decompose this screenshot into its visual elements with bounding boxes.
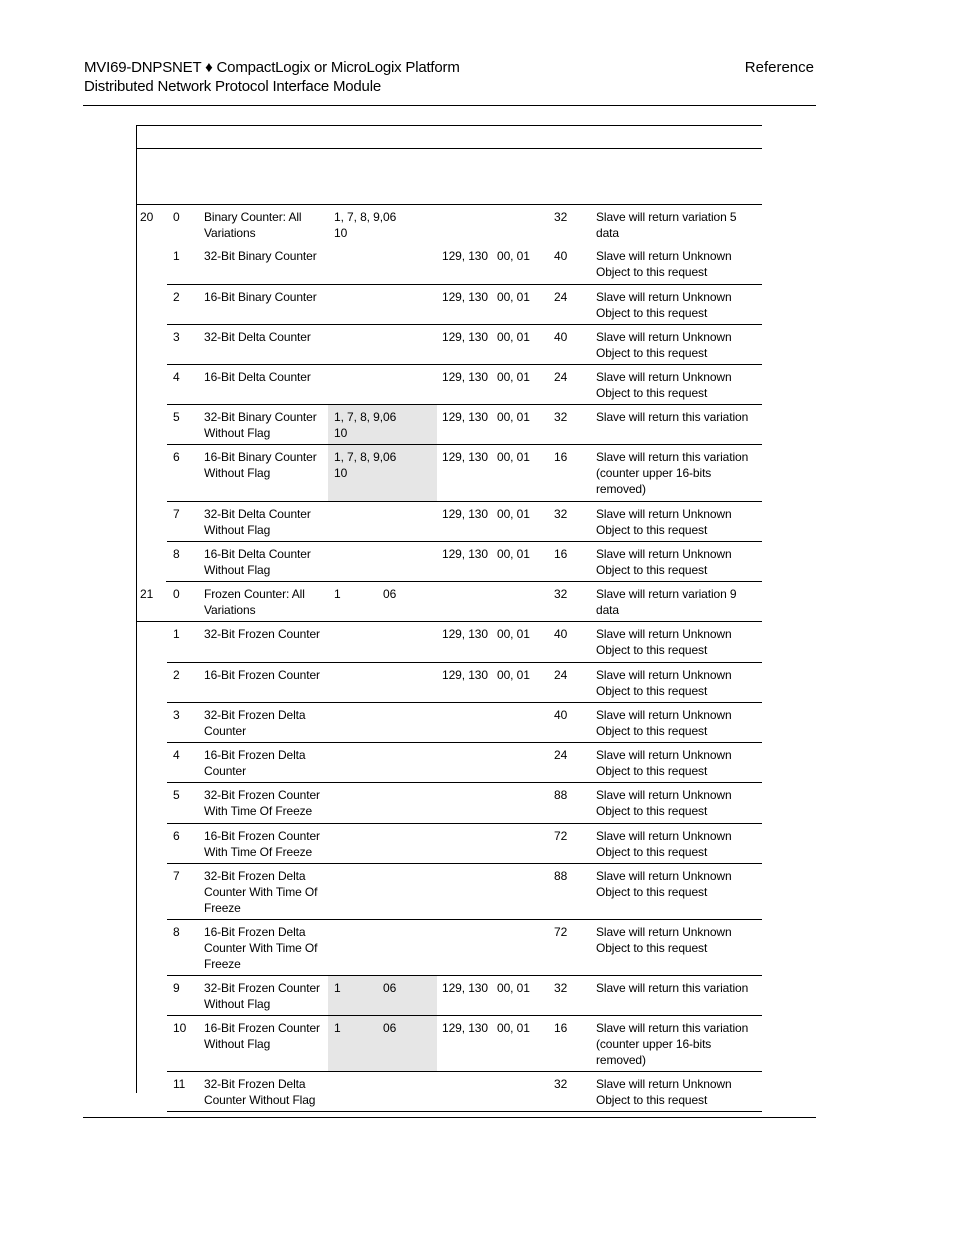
- cell-description: 16-Bit Delta Counter: [204, 370, 311, 384]
- cell-request-function-codes: 1, 7, 8, 9, 10: [328, 405, 383, 444]
- cell-default-variation-size: 32: [554, 410, 568, 424]
- table-row: [167, 783, 762, 824]
- cell-default-variation-size: 40: [554, 627, 568, 641]
- cell-description: Binary Counter: All Variations: [204, 210, 302, 240]
- cell-request-qualifier-codes: [383, 824, 437, 863]
- cell-object-number: [136, 502, 172, 541]
- cell-notes: Slave will return this variation (counter upper 16-bits removed): [596, 1021, 749, 1067]
- cell-request-function-codes: [328, 285, 383, 324]
- cell-notes: Slave will return this variation: [596, 981, 749, 995]
- table-row: [167, 244, 762, 285]
- cell-request-qualifier-codes: 06: [383, 210, 397, 224]
- cell-notes: Slave will return this variation (counter upper 16-bits removed): [596, 450, 749, 496]
- cell-default-variation-size: 32: [554, 981, 568, 995]
- cell-request-function-codes: [328, 365, 383, 404]
- cell-description: 32-Bit Binary Counter: [204, 249, 317, 263]
- cell-notes: Slave will return Unknown Object to this request: [596, 668, 732, 698]
- cell-response-function-codes: 129, 130: [442, 507, 488, 521]
- cell-default-variation-size: 24: [554, 748, 568, 762]
- cell-object-number: [136, 743, 172, 782]
- cell-response-qualifier-codes: 00, 01: [497, 507, 530, 521]
- cell-request-function-codes: [328, 783, 383, 823]
- cell-notes: Slave will return Unknown Object to this request: [596, 547, 732, 577]
- cell-response-qualifier-codes: [493, 824, 548, 863]
- cell-request-qualifier-codes: 06: [383, 405, 437, 444]
- cell-default-variation-size: 72: [554, 829, 568, 843]
- cell-description: 32-Bit Binary Counter Without Flag: [204, 410, 317, 440]
- cell-description: 32-Bit Frozen Counter Without Flag: [204, 981, 320, 1011]
- cell-default-variation-size: 40: [554, 330, 568, 344]
- cell-response-qualifier-codes: 00, 01: [497, 370, 530, 384]
- cell-request-qualifier-codes: [383, 285, 437, 324]
- cell-notes: Slave will return this variation: [596, 410, 749, 424]
- cell-request-qualifier-codes: [383, 703, 437, 742]
- cell-variation-number: 11: [173, 1077, 186, 1091]
- cell-description: 16-Bit Binary Counter: [204, 290, 317, 304]
- cell-response-qualifier-codes: [493, 1072, 548, 1111]
- cell-response-qualifier-codes: [493, 864, 548, 919]
- table-row: [136, 582, 762, 622]
- cell-response-function-codes: [437, 824, 493, 863]
- cell-notes: Slave will return variation 5 data: [596, 210, 737, 240]
- cell-response-function-codes: 129, 130: [442, 290, 488, 304]
- cell-request-function-codes: [328, 663, 383, 702]
- cell-default-variation-size: 24: [554, 290, 568, 304]
- cell-response-qualifier-codes: [493, 920, 548, 975]
- cell-request-qualifier-codes: 06: [383, 445, 437, 501]
- cell-response-qualifier-codes: 00, 01: [497, 1021, 530, 1035]
- cell-notes: Slave will return Unknown Object to this request: [596, 370, 732, 400]
- cell-response-qualifier-codes: 00, 01: [497, 981, 530, 995]
- cell-description: 16-Bit Frozen Counter Without Flag: [204, 1021, 320, 1051]
- cell-request-qualifier-codes: 06: [383, 587, 397, 601]
- header-title-line2: Distributed Network Protocol Interface Module: [84, 78, 381, 95]
- cell-request-qualifier-codes: [383, 743, 437, 782]
- cell-response-qualifier-codes: 00, 01: [497, 627, 530, 641]
- cell-object-number: [136, 622, 172, 662]
- cell-notes: Slave will return Unknown Object to this request: [596, 290, 732, 320]
- cell-object-number: [136, 783, 172, 823]
- cell-request-function-codes: [328, 824, 383, 863]
- cell-request-qualifier-codes: [383, 622, 437, 662]
- table-row: [167, 864, 762, 920]
- cell-object-number: [136, 1016, 172, 1071]
- cell-response-function-codes: 129, 130: [442, 627, 488, 641]
- cell-response-qualifier-codes: [493, 703, 548, 742]
- cell-object-number: [136, 285, 172, 324]
- cell-variation-number: 9: [173, 981, 180, 995]
- cell-default-variation-size: 16: [554, 547, 568, 561]
- cell-response-function-codes: 129, 130: [442, 249, 488, 263]
- cell-request-qualifier-codes: [383, 244, 437, 284]
- cell-response-function-codes: 129, 130: [442, 981, 488, 995]
- cell-object-number: 21: [140, 587, 154, 601]
- cell-request-qualifier-codes: [383, 783, 437, 823]
- cell-default-variation-size: 88: [554, 869, 568, 883]
- cell-description: Frozen Counter: All Variations: [204, 587, 305, 617]
- cell-variation-number: 0: [173, 210, 180, 224]
- cell-request-function-codes: 1: [328, 1016, 383, 1071]
- cell-default-variation-size: 32: [554, 1077, 568, 1091]
- cell-object-number: [136, 663, 172, 702]
- cell-request-qualifier-codes: [383, 864, 437, 919]
- cell-description: 16-Bit Delta Counter Without Flag: [204, 547, 311, 577]
- table-header-divider: [136, 148, 762, 149]
- cell-default-variation-size: 88: [554, 788, 568, 802]
- cell-default-variation-size: 24: [554, 668, 568, 682]
- cell-variation-number: 6: [173, 829, 180, 843]
- cell-notes: Slave will return Unknown Object to this request: [596, 627, 732, 657]
- cell-description: 16-Bit Binary Counter Without Flag: [204, 450, 317, 480]
- cell-variation-number: 4: [173, 370, 180, 384]
- cell-object-number: [136, 445, 172, 501]
- cell-description: 16-Bit Frozen Counter: [204, 668, 320, 682]
- cell-notes: Slave will return Unknown Object to this request: [596, 748, 732, 778]
- cell-variation-number: 7: [173, 869, 180, 883]
- cell-variation-number: 3: [173, 330, 180, 344]
- cell-response-qualifier-codes: 00, 01: [497, 450, 530, 464]
- table-row: [167, 365, 762, 405]
- cell-object-number: [136, 1072, 172, 1111]
- cell-notes: Slave will return Unknown Object to this request: [596, 788, 732, 818]
- cell-request-function-codes: [328, 325, 383, 364]
- cell-variation-number: 2: [173, 668, 180, 682]
- cell-description: 32-Bit Delta Counter Without Flag: [204, 507, 311, 537]
- cell-object-number: [136, 864, 172, 919]
- cell-request-function-codes: [328, 920, 383, 975]
- cell-response-qualifier-codes: 00, 01: [497, 668, 530, 682]
- cell-description: 32-Bit Delta Counter: [204, 330, 311, 344]
- cell-request-function-codes: 1, 7, 8, 9, 10: [334, 210, 383, 240]
- cell-variation-number: 2: [173, 290, 180, 304]
- cell-description: 32-Bit Frozen Counter: [204, 627, 320, 641]
- cell-response-function-codes: [437, 582, 493, 621]
- cell-request-qualifier-codes: 06: [383, 976, 437, 1015]
- cell-default-variation-size: 16: [554, 1021, 568, 1035]
- cell-description: 32-Bit Frozen Delta Counter: [204, 708, 306, 738]
- cell-response-function-codes: 129, 130: [442, 1021, 488, 1035]
- cell-request-function-codes: [328, 743, 383, 782]
- cell-object-number: [136, 542, 172, 581]
- cell-response-qualifier-codes: [493, 582, 548, 621]
- cell-default-variation-size: 32: [554, 507, 568, 521]
- cell-response-function-codes: 129, 130: [442, 330, 488, 344]
- cell-object-number: [136, 244, 172, 284]
- table-row: [167, 502, 762, 542]
- cell-request-function-codes: 1, 7, 8, 9, 10: [328, 445, 383, 501]
- cell-request-function-codes: [328, 622, 383, 662]
- cell-response-function-codes: [437, 864, 493, 919]
- cell-response-function-codes: 129, 130: [442, 370, 488, 384]
- cell-response-qualifier-codes: 00, 01: [497, 290, 530, 304]
- cell-default-variation-size: 72: [554, 925, 568, 939]
- cell-object-number: [136, 976, 172, 1015]
- cell-description: 32-Bit Frozen Delta Counter Without Flag: [204, 1077, 316, 1107]
- cell-default-variation-size: 40: [554, 708, 568, 722]
- cell-variation-number: 8: [173, 547, 180, 561]
- cell-description: 16-Bit Frozen Delta Counter: [204, 748, 306, 778]
- table-row: [167, 445, 762, 502]
- cell-notes: Slave will return Unknown Object to this request: [596, 869, 732, 899]
- cell-response-function-codes: 129, 130: [442, 668, 488, 682]
- cell-default-variation-size: 16: [554, 450, 568, 464]
- cell-response-function-codes: 129, 130: [442, 450, 488, 464]
- cell-request-function-codes: [328, 1072, 383, 1111]
- cell-response-function-codes: [437, 783, 493, 823]
- cell-request-qualifier-codes: [383, 542, 437, 581]
- cell-variation-number: 1: [173, 249, 180, 263]
- cell-variation-number: 5: [173, 788, 180, 802]
- cell-response-qualifier-codes: 00, 01: [497, 410, 530, 424]
- table-row: [167, 976, 762, 1016]
- cell-variation-number: 3: [173, 708, 180, 722]
- cell-response-function-codes: [437, 743, 493, 782]
- cell-variation-number: 5: [173, 410, 180, 424]
- cell-description: 16-Bit Frozen Counter With Time Of Freeze: [204, 829, 320, 859]
- cell-object-number: [136, 405, 172, 444]
- cell-description: 16-Bit Frozen Delta Counter With Time Of Freeze: [204, 925, 318, 971]
- document-header-title: [84, 58, 460, 96]
- cell-request-qualifier-codes: [383, 1072, 437, 1111]
- cell-notes: Slave will return variation 9 data: [596, 587, 737, 617]
- cell-object-number: [136, 365, 172, 404]
- cell-object-number: [136, 824, 172, 863]
- cell-notes: Slave will return Unknown Object to this request: [596, 1077, 732, 1107]
- table-row: [167, 622, 762, 663]
- footer-rule: [83, 1117, 816, 1118]
- cell-description: 32-Bit Frozen Counter With Time Of Freeze: [204, 788, 320, 818]
- cell-response-qualifier-codes: 00, 01: [497, 249, 530, 263]
- cell-response-function-codes: [437, 920, 493, 975]
- table-row: [167, 285, 762, 325]
- cell-request-function-codes: [328, 864, 383, 919]
- header-rule: [83, 105, 816, 106]
- table-row: [136, 205, 762, 244]
- table-row: [167, 743, 762, 783]
- cell-notes: Slave will return Unknown Object to this request: [596, 925, 732, 955]
- cell-object-number: [136, 325, 172, 364]
- cell-request-function-codes: 1: [328, 976, 383, 1015]
- cell-request-qualifier-codes: [383, 502, 437, 541]
- cell-default-variation-size: 32: [554, 210, 568, 224]
- cell-notes: Slave will return Unknown Object to this request: [596, 708, 732, 738]
- cell-object-number: [136, 703, 172, 742]
- cell-request-function-codes: 1: [334, 587, 341, 601]
- cell-request-qualifier-codes: [383, 920, 437, 975]
- cell-response-qualifier-codes: [493, 743, 548, 782]
- cell-variation-number: 0: [173, 587, 180, 601]
- table-row: [167, 663, 762, 703]
- cell-notes: Slave will return Unknown Object to this request: [596, 507, 732, 537]
- cell-notes: Slave will return Unknown Object to this request: [596, 330, 732, 360]
- cell-variation-number: 10: [173, 1021, 187, 1035]
- cell-response-qualifier-codes: 00, 01: [497, 330, 530, 344]
- cell-object-number: 20: [140, 210, 154, 224]
- cell-default-variation-size: 32: [554, 587, 568, 601]
- object-table-body: [136, 205, 762, 1112]
- cell-request-qualifier-codes: [383, 365, 437, 404]
- cell-response-function-codes: [437, 205, 493, 244]
- table-row: [167, 325, 762, 365]
- table-row: [167, 1072, 762, 1112]
- cell-request-function-codes: [328, 502, 383, 541]
- cell-request-qualifier-codes: 06: [383, 1016, 437, 1071]
- cell-response-qualifier-codes: 00, 01: [497, 547, 530, 561]
- cell-variation-number: 4: [173, 748, 180, 762]
- table-row: [167, 405, 762, 445]
- cell-response-function-codes: 129, 130: [442, 410, 488, 424]
- cell-request-qualifier-codes: [383, 325, 437, 364]
- cell-object-number: [136, 920, 172, 975]
- header-section-label: Reference: [744, 59, 814, 76]
- cell-variation-number: 7: [173, 507, 180, 521]
- table-top-border: [136, 125, 762, 126]
- cell-request-function-codes: [328, 542, 383, 581]
- cell-response-qualifier-codes: [493, 783, 548, 823]
- table-row: [167, 542, 762, 582]
- cell-variation-number: 6: [173, 450, 180, 464]
- header-title-line1: MVI69-DNPSNET ♦ CompactLogix or MicroLogix Platform: [84, 59, 460, 76]
- cell-response-function-codes: [437, 703, 493, 742]
- cell-response-function-codes: [437, 1072, 493, 1111]
- cell-response-function-codes: 129, 130: [442, 547, 488, 561]
- cell-notes: Slave will return Unknown Object to this request: [596, 829, 732, 859]
- cell-request-qualifier-codes: [383, 663, 437, 702]
- cell-variation-number: 1: [173, 627, 180, 641]
- table-row: [167, 824, 762, 864]
- cell-notes: Slave will return Unknown Object to this request: [596, 249, 732, 279]
- cell-response-qualifier-codes: [493, 205, 548, 244]
- cell-request-function-codes: [328, 244, 383, 284]
- table-row: [167, 703, 762, 743]
- cell-description: 32-Bit Frozen Delta Counter With Time Of Freeze: [204, 869, 318, 915]
- cell-request-function-codes: [328, 703, 383, 742]
- cell-default-variation-size: 24: [554, 370, 568, 384]
- table-row: [167, 920, 762, 976]
- table-row: [167, 1016, 762, 1072]
- cell-default-variation-size: 40: [554, 249, 568, 263]
- cell-variation-number: 8: [173, 925, 180, 939]
